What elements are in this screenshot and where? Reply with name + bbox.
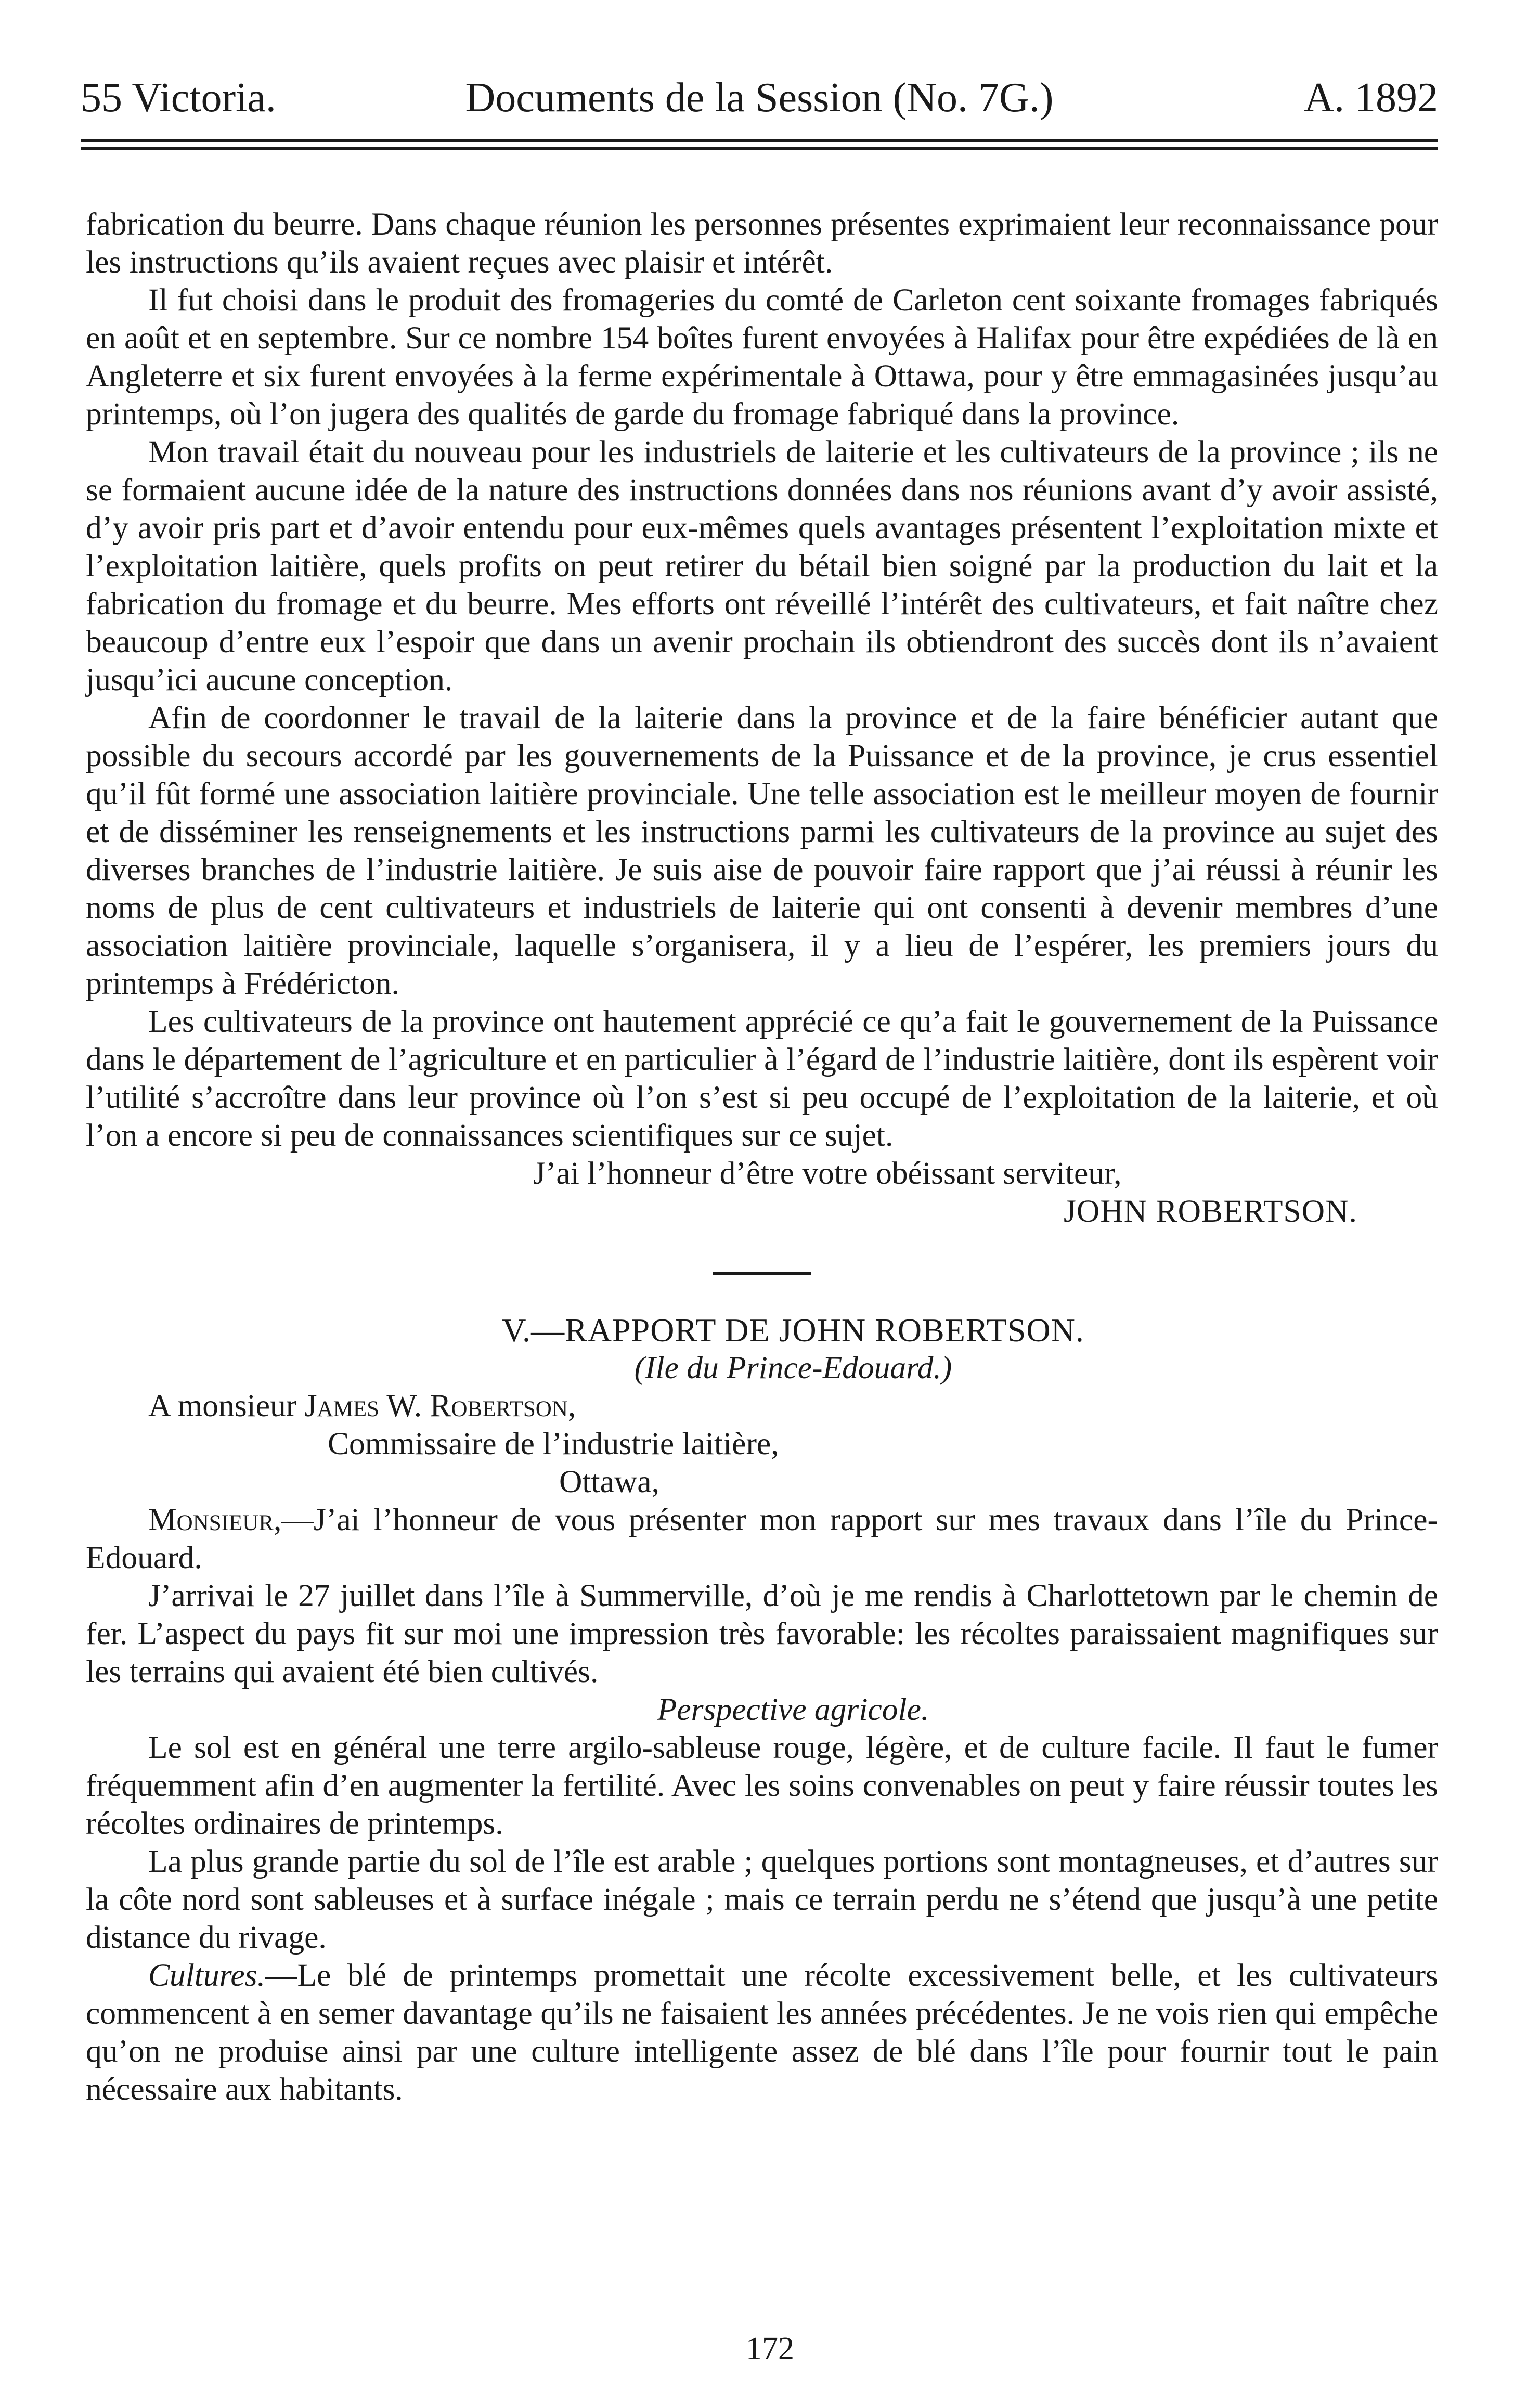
salutation: Monsieur, bbox=[148, 1502, 282, 1537]
section-subtitle: (Ile du Prince-Edouard.) bbox=[634, 1350, 952, 1386]
cultures-text: —Le blé de printemps promettait une récolte excessivement belle, et les cultivateurs commencent à en semer davantage qu’ils ne faisaient les années précédentes. Je ne vois rien qui empêche qu’on ne produise ainsi par une culture intelligente assez de blé dans l’île pour fournir tout le pain nécessaire aux habitants. bbox=[86, 1958, 1438, 2107]
paragraph: Mon travail était du nouveau pour les industriels de laiterie et les cultivateurs de la province ; ils ne se formaient aucune idée de la nature des instructions données dans nos réunions avant d’y avoir assisté, d’y avoir pris part et d’avoir entendu pour eux-mêmes quels avantages présentent l’exploitation mixte et l’exploitation laitière, quels profits on peut retirer du bétail bien soigné par la production du lait et la fabrication du fromage et du beurre. Mes efforts ont réveillé l’intérêt des cultivateurs, et fait naître chez beaucoup d’entre eux l’espoir que dans un avenir prochain ils obtiendront des succès dont ils n’avaient jusqu’ici aucune conception. bbox=[86, 434, 1438, 697]
cultures-label: Cultures. bbox=[148, 1958, 265, 1993]
paragraph: La plus grande partie du sol de l’île est arable ; quelques portions sont montagneuses, et d’autres sur la côte nord sont sableuses et à surface inégale ; mais ce terrain perdu ne s’étend que jusqu’à une petite distance du rivage. bbox=[86, 1844, 1438, 1955]
subheading: Perspective agricole. bbox=[657, 1692, 929, 1727]
paragraph: Afin de coordonner le travail de la laiterie dans la province et de la faire bénéficier autant que possible du secours accordé par les gouvernements de la Puissance et de la province, je crus essentiel qu’il fût formé une association laitière provinciale. Une telle association est le meilleur moyen de fournir et de disséminer les renseignements et les instructions parmi les cultivateurs de la province au sujet des diverses branches de l’industrie laitière. Je suis aise de pouvoir faire rapport que j’ai réussi à réunir les noms de plus de cent cultivateurs et industriels de laiterie qui ont consenti à devenir membres d’une association laitière provinciale, laquelle s’organisera, il y a lieu de l’espérer, les premiers jours du printemps à Frédéricton. bbox=[86, 700, 1438, 1001]
header-volume: 55 Victoria. bbox=[81, 75, 276, 121]
salutation-text: —J’ai l’honneur de vous présenter mon rapport sur mes travaux dans l’île du Prince-Edouard. bbox=[86, 1502, 1438, 1575]
signoff: J’ai l’honneur d’être votre obéissant serviteur, bbox=[533, 1156, 1122, 1191]
paragraph: fabrication du beurre. Dans chaque réunion les personnes présentes exprimaient leur reconnaissance pour les instructions qu’ils avaient reçues avec plaisir et intérêt. bbox=[86, 206, 1438, 280]
header-title: Documents de la Session (No. 7G.) bbox=[465, 75, 1054, 121]
address-line-1 bbox=[86, 1387, 1438, 1425]
header-rule-bottom bbox=[81, 147, 1438, 150]
address-line-3: Ottawa, bbox=[559, 1464, 659, 1499]
header-rule-top bbox=[81, 139, 1438, 142]
address-prefix: A monsieur bbox=[148, 1388, 297, 1424]
paragraph: Il fut choisi dans le produit des fromageries du comté de Carleton cent soixante fromages fabriqués en août et en septembre. Sur ce nombre 154 boîtes furent envoyées à Halifax pour être expédiées de là en Angleterre et six furent envoyées à la ferme expérimentale à Ottawa, pour y être emmagasinées jusqu’au printemps, où l’on jugera des qualités de garde du fromage fabriqué dans la province. bbox=[86, 282, 1438, 432]
address-line-2: Commissaire de l’industrie laitière, bbox=[328, 1426, 779, 1461]
signature: JOHN ROBERTSON. bbox=[1064, 1194, 1357, 1229]
page-number: 172 bbox=[746, 2331, 794, 2366]
paragraph: Les cultivateurs de la province ont hautement apprécié ce qu’a fait le gouvernement de la Puissance dans le département de l’agriculture et en particulier à l’égard de l’industrie laitière, dont ils espèrent voir l’utilité s’accroître dans leur province où l’on s’est si peu occupé de l’exploitation de la laiterie, et où l’on a encore si peu de connaissances scientifiques sur ce sujet. bbox=[86, 1004, 1438, 1153]
address-name: James W. Robertson, bbox=[304, 1388, 576, 1424]
section-title: V.—RAPPORT DE JOHN ROBERTSON. bbox=[502, 1312, 1084, 1349]
paragraph-salutation bbox=[86, 1501, 1438, 1577]
body-text bbox=[86, 205, 1438, 2108]
section-divider bbox=[713, 1272, 811, 1275]
header-year: A. 1892 bbox=[1304, 75, 1438, 121]
paragraph: Le sol est en général une terre argilo-sableuse rouge, légère, et de culture facile. Il faut le fumer fréquemment afin d’en augmenter la fertilité. Avec les soins convenables on peut y faire réussir toutes les récoltes ordinaires de printemps. bbox=[86, 1730, 1438, 1841]
paragraph: J’arrivai le 27 juillet dans l’île à Summerville, d’où je me rendis à Charlottetown par le chemin de fer. L’aspect du pays fit sur moi une impression très favorable: les récoltes paraissaient magnifiques sur les terrains qui avaient été bien cultivés. bbox=[86, 1578, 1438, 1689]
paragraph-cultures bbox=[86, 1957, 1438, 2108]
running-header bbox=[81, 72, 1438, 124]
